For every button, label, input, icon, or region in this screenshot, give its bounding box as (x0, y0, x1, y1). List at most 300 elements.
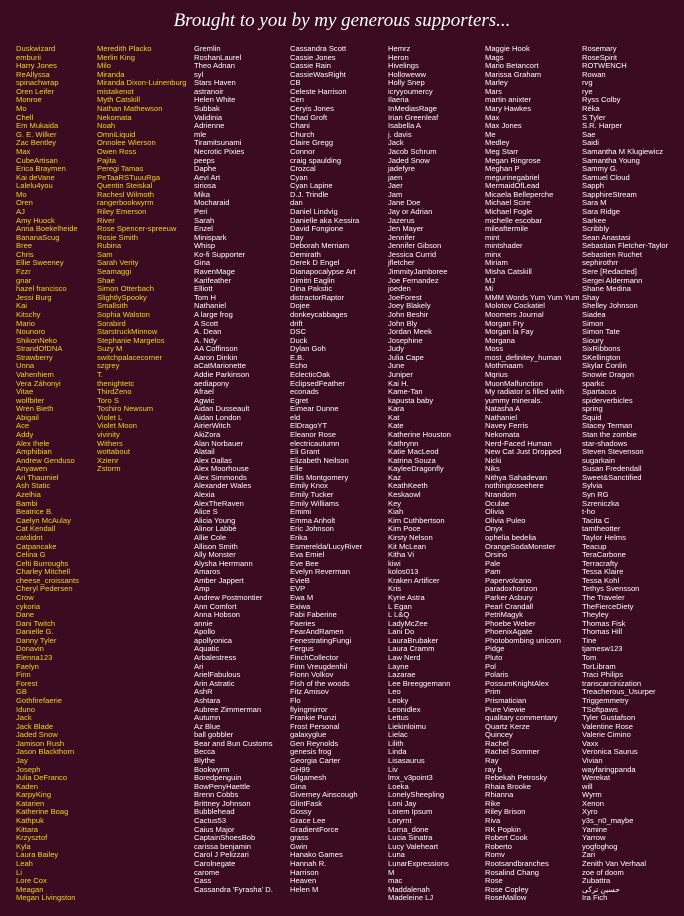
supporter-name: Kai H. (388, 378, 409, 388)
supporter-name: Liekinloimu (388, 721, 426, 731)
supporter-name: AshR (194, 687, 213, 697)
supporter-name: Me (485, 129, 496, 139)
supporter-name: Ceryis Jones (290, 104, 334, 114)
supporter-name: Dianapocalypse Art (290, 267, 356, 277)
supporter-name: Rachel (485, 738, 509, 748)
supporter-name: Sioury (582, 335, 604, 345)
supporter-name: My radiator is filled with (485, 387, 564, 397)
supporter-name: Suzy M (97, 344, 123, 354)
supporter-name: Layne (388, 661, 409, 671)
supporter-name: The Traveler (582, 593, 625, 602)
supporter-name: Werekat (582, 773, 611, 783)
supporter-name: Meredith Placko (97, 44, 152, 53)
supporter-name: Evelyn Reverman (290, 567, 350, 577)
supporter-name: spiderverbicles (582, 395, 633, 405)
supporter-name: Dimitri Eaglin (290, 275, 335, 285)
supporter-name: Katherine Boag (16, 807, 69, 817)
supporter-name: Rebekah Petrosky (485, 773, 548, 783)
supporter-name: Moomers Journal (485, 309, 544, 319)
supporter-name: A. Ndy (194, 335, 217, 345)
supporter-name: Pidge (485, 644, 505, 654)
supporter-name: Tom (582, 653, 597, 663)
supporter-name: Duck (290, 335, 308, 345)
supporter-name: Emimi (290, 507, 312, 517)
supporter-name: Merlin King (97, 52, 135, 62)
supporter-name: Emily Tucker (290, 490, 334, 500)
supporter-name: Samantha Young (582, 155, 640, 165)
supporter-name: Meg Starr (485, 146, 519, 156)
supporter-name: Robert Cook (485, 833, 528, 843)
supporter-name: Whisp (194, 241, 216, 251)
supporter-name: Kate (388, 421, 404, 431)
supporter-name: Judy (388, 344, 405, 354)
supporter-name: Danielle G. (16, 627, 54, 637)
supporter-name: Morgan la Fay (485, 327, 534, 337)
supporter-name: most_definitey_human (485, 352, 562, 362)
supporter-name: Kaz (388, 472, 402, 482)
supporter-name: Marissa Graham (485, 69, 542, 79)
supporter-name: AkiZora (194, 430, 221, 440)
supporter-name: Shelley Johnson (582, 301, 638, 311)
supporter-name: Pol (485, 661, 496, 671)
supporter-name: Zstorm (97, 464, 121, 474)
supporter-name: OmniLiquid (97, 129, 136, 139)
supporter-name: Amber Jappert (194, 575, 244, 585)
supporter-name: wolfbiter (16, 395, 45, 405)
supporter-name: eld (290, 412, 301, 422)
supporter-name: Harrison (290, 867, 319, 877)
supporter-name: Teacup (582, 541, 607, 551)
supporter-name: Jam (388, 189, 403, 199)
supporter-name: spring (582, 404, 603, 414)
supporter-name: Smallsith (97, 301, 128, 311)
supporter-name: Aevi Art (194, 172, 221, 182)
supporter-name: Irian Greenleaf (388, 112, 439, 122)
supporter-name: LadyMcZee (388, 618, 428, 628)
supporter-name: Law Nerd (388, 653, 421, 663)
supporter-name: Holloweww (388, 69, 426, 79)
supporter-name: sugarkain (582, 455, 615, 465)
supporter-name: Nathan Mathewson (97, 104, 163, 114)
supporter-name: Oculae (485, 498, 510, 508)
supporter-name: Sweet&Sanctified (582, 472, 642, 482)
supporter-name: Syn RG (582, 490, 609, 500)
supporter-name: Sapph (582, 181, 604, 191)
supporter-name: szgrey (97, 361, 120, 371)
supporter-name: FinchCollector (290, 653, 339, 663)
supporter-name: Parker Asbury (485, 593, 533, 602)
supporter-name: Esmerelda/LucyRiver (290, 541, 363, 551)
supporter-name: Jazerus (388, 215, 415, 225)
supporter-name: KayleeDragonfly (388, 464, 444, 474)
supporter-name: Toshiro Newsum (97, 404, 154, 414)
supporter-name: Mothmaam (485, 361, 523, 371)
supporter-name: Stacey Terman (582, 421, 633, 431)
supporter-name: LauraBrubaker (388, 635, 439, 645)
supporter-name: Emily Knox (290, 481, 328, 491)
supporter-name: tjamesw123 (582, 644, 623, 654)
supporter-name: Donavin (16, 644, 44, 654)
supporter-name: mint (485, 232, 500, 242)
supporter-name: Iduno (16, 704, 36, 714)
supporter-name: Leo (388, 687, 401, 697)
supporter-name: Emma Anholt (290, 515, 336, 525)
supporter-name: Agwic (194, 395, 215, 405)
supporter-name: Morgan Fry (485, 318, 524, 328)
supporter-name: Cyan (290, 172, 308, 182)
supporter-name: Ashtara (194, 695, 221, 705)
supporter-name: S Tyler (582, 112, 606, 122)
supporter-name: Alex Ihele (16, 438, 50, 448)
supporter-name: Ari (194, 661, 204, 671)
supporter-name: MuonMalfunction (485, 378, 543, 388)
supporter-name: Gwin (290, 841, 308, 851)
supporter-name: Quentin Steiskal (97, 181, 153, 191)
supporter-name: Jason Blackthorn (16, 747, 75, 757)
supporter-name: Nounoro (16, 327, 46, 337)
supporter-name: Pure Viewie (485, 704, 526, 714)
supporter-name: Bookwyrm (194, 764, 230, 774)
supporter-name: New Cat Just Dropped (485, 447, 562, 457)
supporter-name: Steven Stevenson (582, 447, 644, 457)
supporter-name: Miranda (97, 69, 125, 79)
supporter-name: Theyley (582, 610, 609, 620)
supporter-name: apollyonica (194, 635, 232, 645)
supporter-name: Subbak (194, 104, 220, 114)
supporter-name: Lielac (388, 730, 408, 740)
supporter-name: Alan Norbauer (194, 438, 243, 448)
supporter-name: Pam (485, 567, 501, 577)
supporter-name: SlightlySpooky (97, 292, 147, 302)
supporter-name: Cat Kendall (16, 524, 56, 534)
supporter-name: Mocharaid (194, 198, 230, 208)
supporter-name: Luna (388, 850, 405, 860)
supporter-name: Megan Livingston (16, 893, 76, 903)
supporter-name: Miranda Dixon-Luinenburg (97, 78, 187, 88)
supporter-name: Elle (290, 464, 303, 474)
supporter-name: minx (485, 249, 502, 259)
supporter-name: CubeArtisan (16, 155, 58, 165)
supporter-name: Aidan London (194, 412, 241, 422)
supporter-name: Treacherous_Usurper (582, 687, 656, 697)
supporter-name: Marley (485, 78, 508, 88)
supporter-name: Bubblehead (194, 807, 235, 817)
supporter-name: Tine (582, 635, 597, 645)
supporter-name: Day (290, 232, 304, 242)
supporter-name: Rootsandbranches (485, 858, 549, 868)
supporter-name: MJ (485, 275, 496, 285)
supporter-name: Holly Snep (388, 78, 425, 88)
supporter-name: Lisasaurus (388, 755, 425, 765)
supporter-name: Noah (97, 121, 116, 131)
supporter-name: Valerie Cimino (582, 730, 631, 740)
supporter-name: Aquatic (194, 644, 220, 654)
supporter-name: Fish of the woods (290, 678, 350, 688)
supporter-name: Sammy G. (582, 164, 618, 174)
supporter-name: E.B. (290, 352, 305, 362)
supporter-name: Zubattra (582, 876, 611, 886)
supporter-name: Sara Ridge (582, 206, 620, 216)
supporter-name: Pearl Crandall (485, 601, 534, 611)
supporter-name: electricautumn (290, 438, 340, 448)
supporter-name: Erika (290, 532, 308, 542)
supporter-name: EclipsedFeather (290, 378, 345, 388)
supporter-name: Scribbly (582, 224, 610, 234)
supporter-name: Rhianna (485, 790, 514, 800)
supporter-name: Peri (194, 206, 208, 216)
supporter-name: PhoenixAgate (485, 627, 533, 637)
supporter-name: Kame-Tan (388, 387, 423, 397)
supporter-name: Rose Spencer-spreeuw (97, 224, 177, 234)
supporter-name: Heron (388, 52, 409, 62)
supporter-name: Brittney Johnson (194, 798, 251, 808)
supporter-name: Kirsty Nelson (388, 532, 433, 542)
supporter-name: Alex Dallas (194, 455, 232, 465)
supporter-name: Celti Burroughs (16, 558, 69, 568)
supporter-name: Milo (97, 61, 111, 71)
supporter-name: DSC (290, 327, 307, 337)
supporter-name: Mo (16, 189, 27, 199)
supporter-name: Boredpenguin (194, 773, 242, 783)
supporter-name: M (388, 867, 395, 877)
supporter-name: Rachel Sommer (485, 747, 540, 757)
supporter-name: Ace (16, 421, 30, 431)
supporter-name: Addie Parkinson (194, 369, 250, 379)
supporter-name: Jay (16, 755, 28, 765)
supporter-name: Nithya Sahadevan (485, 472, 548, 482)
supporter-name: ROTWENCH (582, 61, 627, 71)
supporter-name: Cassie Jones (290, 52, 336, 62)
supporter-name: Tethys Svensson (582, 584, 640, 594)
supporter-name: Aidan Dusseault (194, 404, 250, 414)
supporter-name: CaptainShoesBob (194, 833, 256, 843)
supporter-name: Skylar Conlin (582, 361, 627, 371)
supporter-name: Hannah R. (290, 858, 327, 868)
supporter-name: hazel francisco (16, 284, 67, 294)
supporter-name: Photobombing unicorn (485, 635, 561, 645)
supporter-name: Susan Fredendall (582, 464, 642, 474)
supporter-name: EclecticOak (290, 369, 331, 379)
supporter-name: John Bly (388, 318, 418, 328)
supporter-name: Aaron Dinkin (194, 352, 238, 362)
supporter-name: Zari (582, 850, 596, 860)
supporter-name: ray b (485, 764, 502, 774)
supporter-name: Em Mukaida (16, 121, 59, 131)
supporter-name: mintshader (485, 241, 523, 251)
supporter-name: Dojee (290, 301, 310, 311)
supporter-name: Katie MacLeod (388, 447, 439, 457)
supporter-name: Kaden (16, 781, 38, 791)
supporter-name: Exiwa (290, 601, 311, 611)
supporter-name: peeps (194, 155, 215, 165)
supporter-name: Olivia (485, 507, 504, 517)
supporter-name: Alatail (194, 447, 215, 457)
supporter-name: Joe Fernandez (388, 275, 439, 285)
supporter-name: Toro S (97, 395, 119, 405)
supporter-name: Hivelings (388, 61, 419, 71)
supporter-name: Xyro (582, 807, 598, 817)
supporter-name: Veronica Saurus (582, 747, 638, 757)
supporter-name: Autumn (194, 713, 221, 723)
supporter-name: Tom H (194, 292, 216, 302)
supporter-name: genesis frog (290, 747, 332, 757)
supporter-name: Ash Static (16, 481, 51, 491)
supporter-name: Thomas Hill (582, 627, 623, 637)
supporter-name: kolos013 (388, 567, 419, 577)
supporter-name: Triggemmetry (582, 695, 629, 705)
supporter-name: Papervolcano (485, 575, 532, 585)
supporter-name: Frankie Punzi (290, 713, 337, 723)
supporter-name: Sorabird (97, 318, 126, 328)
supporter-name: Kiah (388, 507, 404, 517)
supporter-name: paradoxhorizon (485, 584, 538, 594)
supporter-name: carome (194, 867, 220, 877)
supporter-name: megurinegabriel (485, 172, 540, 182)
supporter-name: Zenith Van Verhaal (582, 858, 647, 868)
supporter-name: Sylvia (582, 481, 603, 491)
supporter-name: StrandOfDNA (16, 344, 63, 354)
supporter-name: Oren (16, 198, 33, 208)
supporter-name: Mqrius (485, 369, 508, 379)
supporter-name: Mary Hawkes (485, 104, 531, 114)
supporter-name: Brenn Cobbs (194, 790, 239, 800)
supporter-name: TeraCarbone (582, 550, 626, 560)
supporter-name: Eve Bee (290, 558, 319, 568)
supporter-name: Kat (388, 412, 400, 422)
supporter-name: Nekomata (97, 112, 132, 122)
supporter-name: LonelySheepling (388, 790, 445, 800)
supporter-name: mle (194, 129, 207, 139)
supporter-name: Lazarae (388, 670, 416, 680)
supporter-name: GB (16, 687, 27, 697)
supporter-name: Dani Twitch (16, 618, 56, 628)
supporter-name: Riley Emerson (97, 206, 147, 216)
supporter-name: Vivian (582, 755, 603, 765)
supporter-name: Heaven (290, 876, 317, 886)
supporter-name: Yamine (582, 824, 608, 834)
supporter-name: Vahenhiem (16, 369, 54, 379)
supporter-name: Alexia (194, 490, 215, 500)
supporter-name: SapphireStream (582, 189, 637, 199)
supporter-name: Max (485, 112, 500, 122)
supporter-name: Simon Otterbach (97, 284, 154, 294)
supporter-name: Nekomata (485, 430, 520, 440)
supporter-name: Meghan P (485, 164, 520, 174)
supporter-name: Necrotic Pixies (194, 146, 245, 156)
supporter-name: Faelyn (16, 661, 39, 671)
supporter-name: AlexTheRaven (194, 498, 244, 508)
supporter-name: Finn Vreugdenhil (290, 661, 348, 671)
supporter-name: A. Dean (194, 327, 222, 337)
supporter-name: Anna Hobson (194, 610, 241, 620)
supporter-name: Dane (16, 610, 35, 620)
supporter-name: astranoir (194, 86, 224, 96)
supporter-name: Riley Brison (485, 807, 526, 817)
supporter-name: Ko-fi Supporter (194, 249, 246, 259)
supporter-name: Crozcal (290, 164, 316, 174)
supporter-column-6 (485, 45, 579, 903)
supporter-name: Az Blue (194, 721, 221, 731)
supporter-name: Rachesl Wilmoth (97, 189, 154, 199)
supporter-name: Claire Gregg (290, 138, 334, 148)
supporter-name: donkeycabbages (290, 309, 348, 319)
supporter-name: Eimear Dunne (290, 404, 339, 414)
supporter-name: Ira Fich (582, 893, 608, 903)
supporter-name: Kara (388, 404, 405, 414)
supporter-name: Nathaniel (485, 412, 518, 422)
supporter-name: Lilith (388, 738, 404, 748)
supporter-name: Danny Tyler (16, 635, 57, 645)
supporter-name: Juniper (388, 369, 413, 379)
supporter-name: Alicia Young (194, 515, 236, 525)
supporter-name: Fionn Volkov (290, 670, 334, 680)
supporter-name: Simon (582, 318, 604, 328)
supporter-name: Li (16, 867, 22, 877)
supporter-name: michelle escobar (485, 215, 542, 225)
supporter-name: vivinity (97, 430, 120, 440)
supporter-name: Roberto (485, 841, 513, 851)
supporter-name: Gina (290, 781, 307, 791)
supporter-name: Jennifer (388, 232, 416, 242)
supporter-name: Orsino (485, 550, 508, 560)
supporter-name: aCatMarionette (194, 361, 246, 371)
supporter-name: Dylan Goh (290, 344, 326, 354)
supporter-name: Amaros (194, 567, 221, 577)
supporter-name: Chell (16, 112, 34, 122)
supporter-name: RK Popkin (485, 824, 521, 834)
supporter-name: Jordan Meek (388, 327, 432, 337)
supporter-name: siriosa (194, 181, 216, 191)
supporter-name: Bear and Bun Customs (194, 738, 273, 748)
supporter-name: Sophia Walston (97, 309, 150, 319)
supporter-name: Gen Reynolds (290, 738, 339, 748)
supporter-name: cykoria (16, 601, 41, 611)
supporter-name: Jessi Burg (16, 292, 52, 302)
supporter-name: Leoky (388, 695, 409, 705)
supporter-name: Aubree Zimmerman (194, 704, 262, 714)
supporter-name: Ally Monster (194, 550, 236, 560)
supporter-name: Katarien (16, 798, 45, 808)
supporter-name: Charley Mitchell (16, 567, 71, 577)
supporter-name: Validinia (194, 112, 223, 122)
supporter-name: Harry Jones (16, 61, 57, 71)
supporter-name: Romv (485, 850, 505, 860)
supporter-name: Stephanie Margelos (97, 335, 165, 345)
supporter-name: Laura Bailey (16, 850, 59, 860)
supporter-name: Jack (16, 713, 32, 723)
supporter-name: Prismatician (485, 695, 527, 705)
supporter-name: Nerd-Faced Human (485, 438, 552, 448)
supporter-name: Sara M (582, 198, 607, 208)
supporter-name: Key (388, 498, 402, 508)
supporter-name: Jaded Snow (388, 155, 430, 165)
supporter-name: Kathrynn (388, 438, 419, 448)
supporter-name: Lettus (388, 713, 409, 723)
supporter-name: Daphe (194, 164, 217, 174)
supporter-name: Keskaowl (388, 490, 421, 500)
supporter-name: Joey Blakely (388, 301, 431, 311)
supporter-name: Terracrafty (582, 558, 618, 568)
supporter-name: StarstruckMinnow (97, 327, 158, 337)
supporter-name: Thomas Fisk (582, 618, 626, 628)
supporter-name: Molotov Cockatiel (485, 301, 545, 311)
supporter-name: Celina G (16, 550, 46, 560)
supporter-name: Nicki (485, 455, 502, 465)
supporter-name: Monroe (16, 95, 42, 105)
supporter-name: KarpyKing (16, 790, 52, 800)
supporter-name: Meagan (16, 884, 44, 894)
supporter-name: Alysha Herrmann (194, 558, 253, 568)
